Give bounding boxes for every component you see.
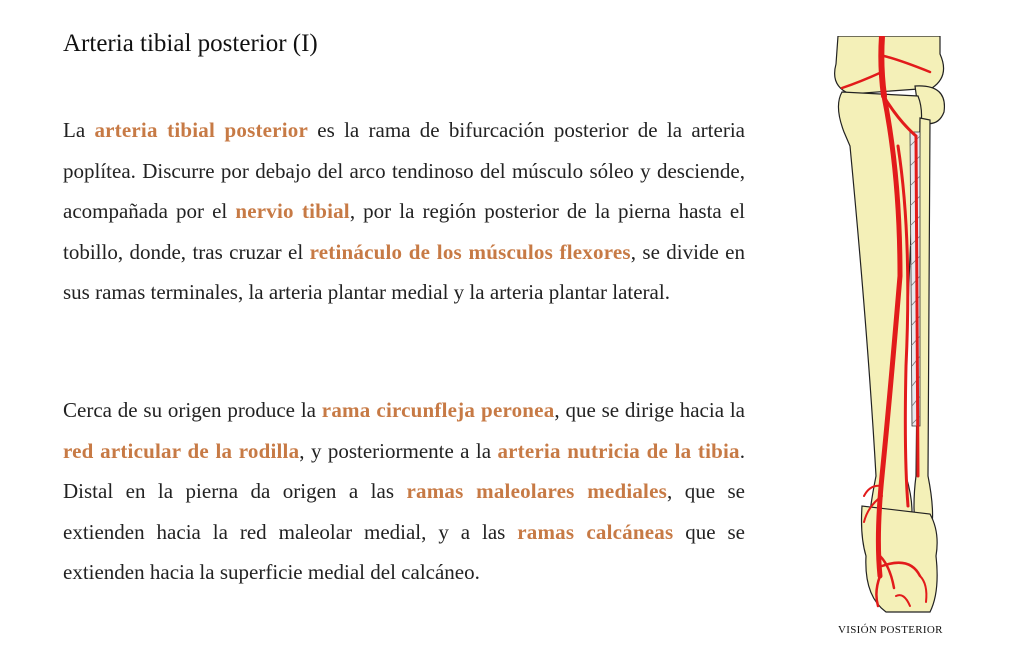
paragraph-text: , que se extienden hacia la red maleolar medial, y a las	[63, 479, 745, 544]
figure-caption: VISIÓN POSTERIOR	[838, 624, 943, 636]
paragraph-1	[63, 110, 745, 313]
paragraph-text: . Distal en la pierna da origen a las	[63, 438, 745, 503]
paragraph-text: , y posteriormente a la	[299, 438, 498, 463]
highlighted-term: arteria nutricia de la tibia	[497, 438, 740, 463]
highlighted-term: arteria tibial posterior	[94, 118, 308, 142]
popliteal-artery	[881, 36, 884, 96]
paragraph-text: , por la región posterior de la pierna hasta el tobillo, donde, tras cruzar el	[63, 199, 745, 264]
paragraph-2	[63, 390, 745, 593]
paragraph-text: que se extienden hacia la superficie medial del calcáneo.	[63, 519, 745, 584]
page-title: Arteria tibial posterior (I)	[63, 30, 318, 57]
paragraph-text: , se divide en sus ramas terminales, la arteria plantar medial y la arteria plantar lateral.	[63, 239, 746, 304]
paragraph-text: Cerca de su origen produce la	[63, 398, 322, 422]
highlighted-term: ramas calcáneas	[517, 519, 674, 544]
paragraph-text: es la rama de bifurcación posterior de la arteria poplítea. Discurre por debajo del arco tendinoso del músculo sóleo y desciende, acompañada por el	[63, 118, 745, 223]
paragraph-text: La	[63, 118, 95, 142]
highlighted-term: rama circunfleja peronea	[321, 398, 555, 422]
highlighted-term: retináculo de los músculos flexores	[309, 239, 631, 264]
highlighted-term: ramas maleolares mediales	[406, 479, 667, 503]
paragraph-text: , que se dirige hacia la	[554, 398, 745, 422]
posterior-leg-illustration	[820, 36, 960, 616]
highlighted-term: red articular de la rodilla	[63, 438, 300, 463]
highlighted-term: nervio tibial	[235, 199, 350, 223]
